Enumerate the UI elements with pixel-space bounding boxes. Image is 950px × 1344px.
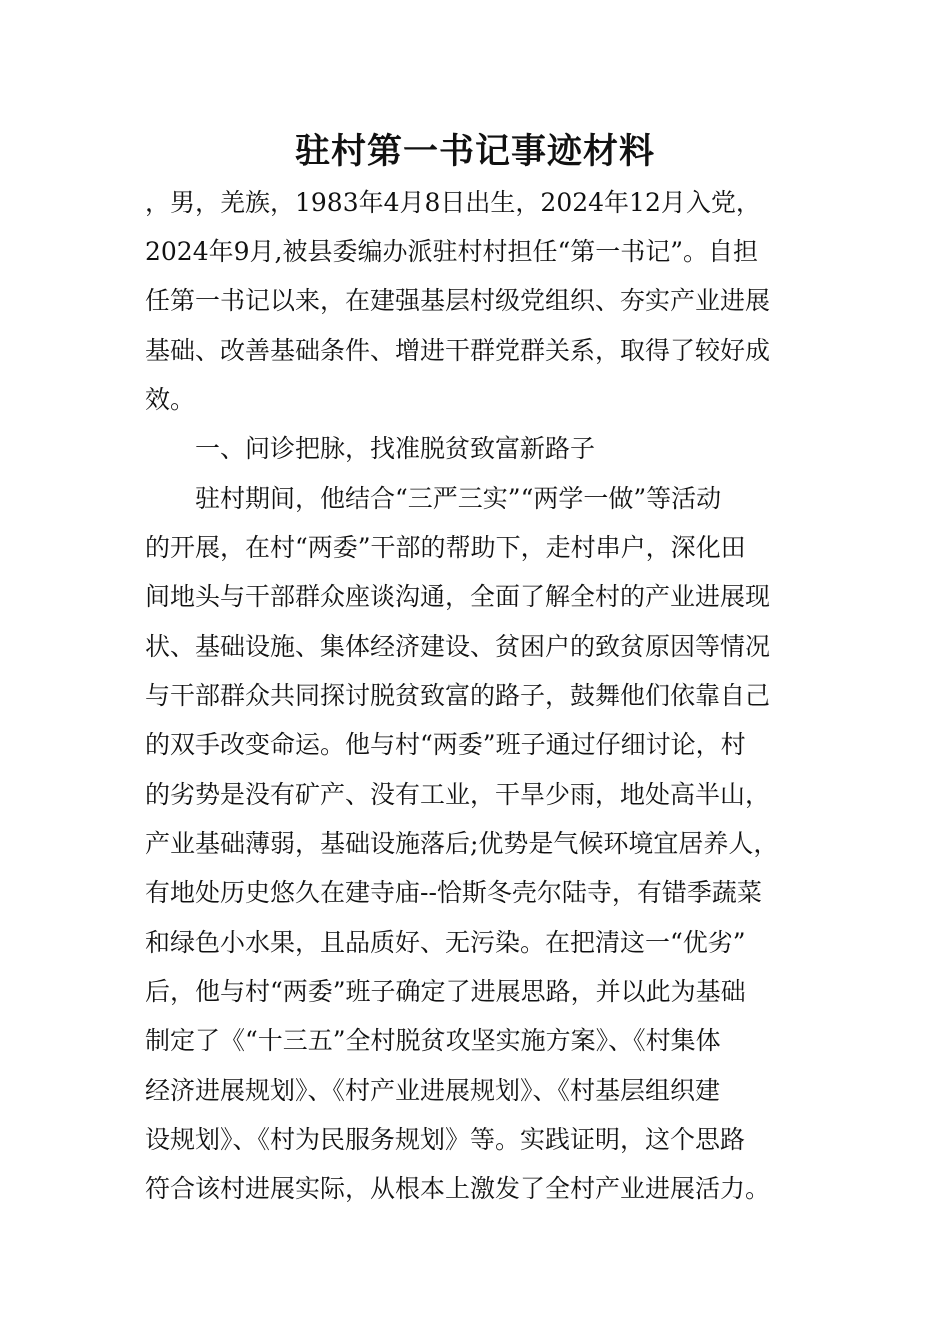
paragraph-line: 的双手改变命运。他与村“两委”班子通过仔细讨论，村 [145, 730, 746, 759]
paragraph-line: 状、基础设施、集体经济建设、贫困户的致贫原因等情况 [145, 632, 771, 661]
paragraph-line: 任第一书记以来，在建强基层村级党组织、夯实产业进展 [145, 286, 771, 315]
paragraph-line: 经济进展规划》、《村产业进展规划》、《村基层组织建 [145, 1076, 721, 1105]
paragraph-line: 驻村期间，他结合“三严三实”“两学一做”等活动 [195, 484, 722, 513]
paragraph-line: 符合该村进展实际，从根本上激发了全村产业进展活力。 [145, 1174, 771, 1203]
paragraph-line: 基础、改善基础条件、增进干群党群关系，取得了较好成 [145, 336, 771, 365]
paragraph-line: 的开展，在村“两委”干部的帮助下，走村串户，深化田 [145, 533, 746, 562]
paragraph-line: 制定了《“十三五”全村脱贫攻坚实施方案》、《村集体 [145, 1026, 721, 1055]
paragraph-line: 的劣势是没有矿产、没有工业，干旱少雨，地处高半山， [145, 780, 771, 809]
paragraph-line: 后，他与村“两委”班子确定了进展思路，并以此为基础 [145, 977, 746, 1006]
paragraph-line: 间地头与干部群众座谈沟通，全面了解全村的产业进展现 [145, 582, 771, 611]
paragraph-line: ，男，羌族，1983年4月8日出生，2024年12月入党， [145, 188, 761, 217]
paragraph-line: 与干部群众共同探讨脱贫致富的路子，鼓舞他们依靠自己 [145, 681, 771, 710]
paragraph-line: 设规划》、《村为民服务规划》等。实践证明，这个思路 [145, 1125, 746, 1154]
paragraph-line: 2024年9月,被县委编办派驻村村担任“第一书记”。自担 [145, 237, 759, 266]
document-title: 驻村第一书记事迹材料 [294, 131, 655, 172]
paragraph-line: 产业基础薄弱，基础设施落后;优势是气候环境宜居养人， [145, 829, 779, 858]
section-heading: 一、问诊把脉，找准脱贫致富新路子 [195, 434, 596, 463]
paragraph-line: 和绿色小水果，且品质好、无污染。在把清这一“优劣” [145, 928, 746, 957]
paragraph-line: 效。 [145, 385, 196, 414]
paragraph-line: 有地处历史悠久在建寺庙--恰斯冬壳尔陆寺，有错季蔬菜 [145, 878, 762, 907]
